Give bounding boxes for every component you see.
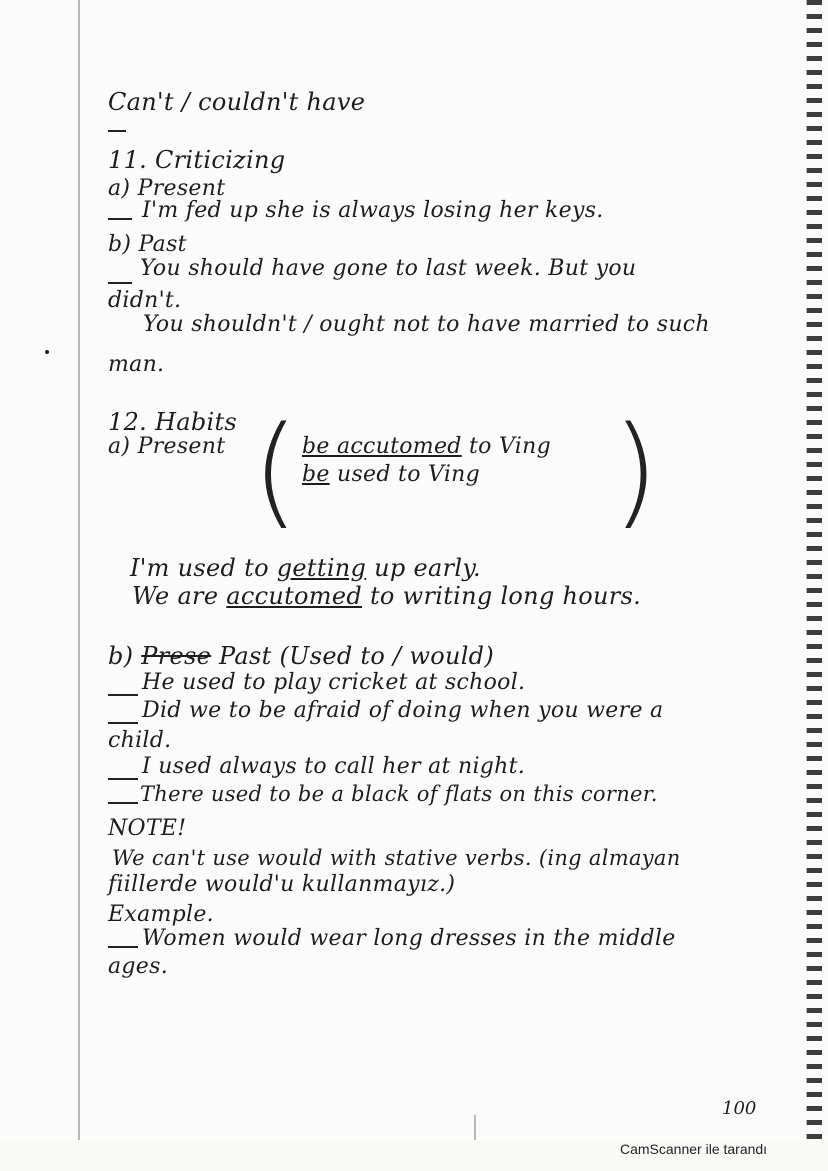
dash-mark [108, 778, 138, 780]
section-12-b-example-3: I used always to call her at night. [142, 754, 526, 779]
section-12-a-label: a) Present [108, 434, 226, 459]
dash-mark [108, 802, 138, 804]
note-line-1: We can't use would with stative verbs. (ing almayan [112, 846, 681, 870]
left-bracket: ( [252, 402, 299, 541]
section-11-b-example-2-line-2: man. [108, 352, 165, 377]
section-12-b-example-2-line-1: Did we to be afraid of doing when you were a [142, 698, 664, 723]
example-label: Example. [108, 902, 214, 927]
note-label: NOTE! [108, 816, 187, 841]
dash-mark [108, 946, 138, 948]
section-12-b-example-4: There used to be a black of flats on this corner. [140, 782, 658, 806]
section-11-b-example-1-line-1: You should have gone to last week. But you [140, 256, 637, 281]
section-12-a-example-2: We are accutomed to writing long hours. [132, 582, 642, 610]
dash-mark [108, 282, 132, 284]
section-12-b-example-2-line-2: child. [108, 728, 172, 753]
section-11-heading: 11. Criticizing [108, 146, 286, 174]
section-11-b-example-2-line-1: You shouldn't / ought not to have married to such [143, 312, 710, 337]
dash-mark [108, 694, 138, 696]
bracket-line-1: be accutomed to Ving [302, 434, 551, 459]
section-11-a-label: a) Present [108, 176, 226, 201]
ink-dot [45, 350, 49, 354]
section-11-a-example: I'm fed up she is always losing her keys. [142, 198, 604, 223]
section-12-heading: 12. Habits [108, 408, 238, 436]
section-11-b-example-1-line-2: didn't. [108, 288, 182, 313]
dash-mark [108, 130, 126, 132]
page-title: Can't / couldn't have [108, 88, 366, 116]
scanner-watermark: CamScanner ile tarandı [620, 1141, 768, 1157]
dash-mark [108, 722, 138, 724]
dash-mark [108, 218, 132, 220]
note-line-2: fiillerde would'u kullanmayız.) [108, 872, 456, 897]
margin-line-lower [474, 1115, 476, 1140]
page-number: 100 [722, 1098, 757, 1119]
section-12-b-example-1: He used to play cricket at school. [142, 670, 526, 695]
section-11-b-label: b) Past [108, 232, 187, 257]
example-line-1: Women would wear long dresses in the middle [142, 926, 676, 951]
section-12-b-label: b) Prese Past (Used to / would) [108, 642, 494, 670]
example-line-2: ages. [108, 954, 169, 979]
margin-line [78, 0, 80, 1140]
spiral-binding [800, 0, 822, 1140]
bracket-line-2: be used to Ving [302, 462, 481, 487]
section-12-a-example-1: I'm used to getting up early. [130, 554, 481, 582]
right-bracket: ) [612, 402, 659, 541]
